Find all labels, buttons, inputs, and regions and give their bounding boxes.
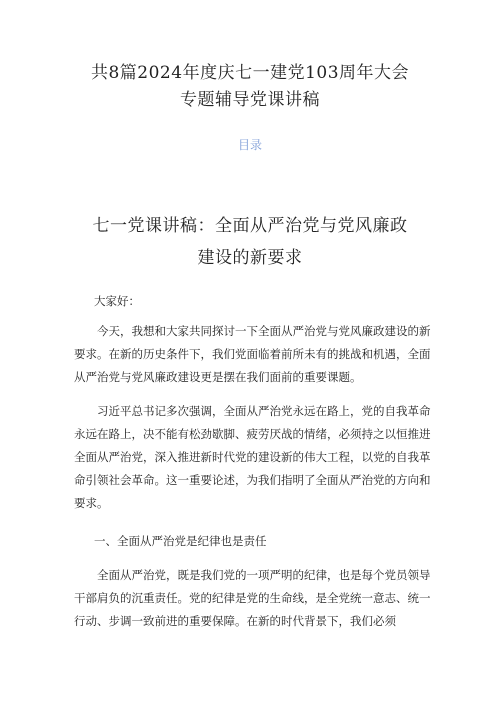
body-paragraph-2	[74, 400, 434, 515]
paragraph-text: 全面从严治党，既是我们党的一项严明的纪律，也是每个党员领导干部肩负的沉重责任。党的纪律是党的生命线，是全党统一意志、统一行动、步调一致前进的重要保障。在新的时代背景下，我们必须	[74, 568, 431, 628]
greeting: 大家好：	[94, 294, 140, 308]
section-heading: 一、全面从严治党是纪律也是责任	[94, 534, 267, 548]
table-of-contents-link[interactable]: 目录	[237, 138, 262, 152]
body-paragraph-1	[74, 320, 434, 389]
document-title-line2: 专题辅导党课讲稿	[180, 90, 320, 110]
paragraph-text: 习近平总书记多次强调，全面从严治党永远在路上，党的自我革命永远在路上，决不能有松劲歇脚、疲劳厌战的情绪，必须持之以恒推进全面从严治党，深入推进新时代党的建设新的伟大工程，以党的自我革命引领社会革命。这一重要论述，为我们指明了全面从严治党的方向和要求。	[74, 404, 431, 510]
article-title	[40, 210, 460, 274]
section-paragraph	[74, 564, 434, 633]
document-title-line1: 共8篇2024年度庆七一建党103周年大会	[90, 63, 410, 83]
article-title-line1: 七一党课讲稿：全面从严治党与党风廉政	[92, 216, 408, 236]
article-title-line2: 建设的新要求	[197, 248, 303, 268]
paragraph-text: 今天，我想和大家共同探讨一下全面从严治党与党风廉政建设的新要求。在新的历史条件下，我们党面临着前所未有的挑战和机遇，全面从严治党与党风廉政建设更是摆在我们面前的重要课题。	[74, 324, 431, 384]
document-title	[40, 60, 460, 114]
